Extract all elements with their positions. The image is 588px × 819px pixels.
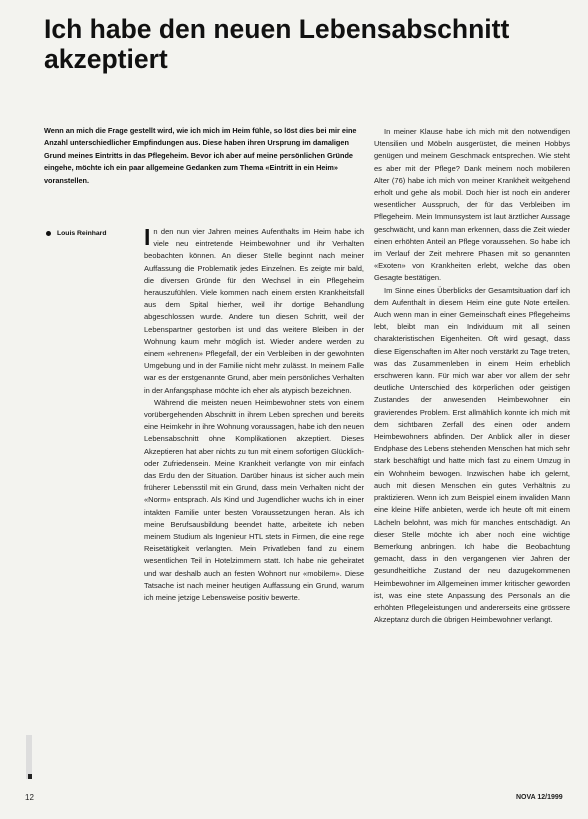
bullet-icon: [46, 231, 51, 236]
article-title: Ich habe den neuen Lebensabschnitt akzeptiert: [44, 14, 510, 74]
author-byline: [46, 230, 106, 237]
paragraph: [144, 226, 364, 397]
page-number: 12: [25, 793, 34, 802]
drop-cap: I: [144, 224, 151, 250]
magazine-footer: NOVA 12/1999: [516, 794, 563, 801]
article-column-middle: [144, 226, 364, 604]
paragraph: Während die meisten neuen Heimbewohner stets von einem vorübergehenden Abschnitt in ihrem Leben sprechen und bereits eine Heimkehr in ihre Wohnung voraussagen, habe ich den neuen Lebensabschnitt ohne Komplikationen akzeptiert. Dieses Akzeptieren hat aber nichts zu tun mit einem sofortigen Glücklich- oder Zufriedensein. Meine Krankheit verlangte von mir einfach das Erdu den der Situation. Darüber hinaus ist sicher auch mein früherer Lebensstil mit ein Grund, dass mein Verhalten nicht der «Norm» entsprach. Als Kind und Jugendlicher wuchs ich in einer intakten Familie unter besten Voraussetzungen heran. Als ich meine Berufsausbildung beendet hatte, arbeitete ich neben meinem Studium als Ingenieur HTL stets in Firmen, die eine rege Reisetätigkeit verlangten. Mein Privatleben fand zu einem wesentlichen Teil in Hotelzimmern statt. Ich habe nie geheiratet und war deshalb auch an festen Wohnort nur «mobilem». Diese Tatsache ist nach meiner heutigen Auffassung ein Grund, warum ich meine jetzige Lebensweise positiv bewerte.: [144, 397, 365, 603]
article-column-right: [374, 126, 570, 626]
paragraph: Im Sinne eines Überblicks der Gesamtsituation darf ich dem Aufenthalt in diesem Heim eine gute Note erteilen. Auch wenn man in einer Gemeinschaft eines Pflegeheims lebt, bleibt man ein Individuum mit all seinen charakteristischen Eigenheiten. Oft wird gesagt, dass diese Eigenschaften im Alter noch verstärkt zu Tage treten, was das Zusammenleben in einem Heim erheblich erschweren kann. Für mich war aber vor allem der sehr deutliche Unterschied des körperlichen oder geistigen Zustandes der anwesenden Heimbewohner ein gravierendes Problem. Erst allmählich konnte ich mich mit dem sichtbaren Zerfall des einen oder andern Heimbewohners abfinden. Der Anblick aller in dieser Endphase des Lebens stehenden Menschen hat mich sehr stark beschäftigt und hatte mich fast zu einem Umzug in ein Wohnheim bewogen. Inzwischen habe ich gelernt, auch mit diesen Menschen ein gutes Verhältnis zu praktizieren. Wenn ich zum Beispiel einem invaliden Mann eine kleine Hilfe anbieten, werde ich heute oft mit einem Lächeln belohnt, was mich für manches entschädigt. An dieser Stelle möchte ich aber noch eine wichtige Bemerkung anbringen. Ich habe die Beobachtung gemacht, dass in den vergangenen vier Jahren der gesundheitliche Zustand der neu dazugekommenen Heimbewohner im Allgemeinen immer kritischer geworden ist, was eine stete Anpassung des Personals an die erhöhten Pflegeleistungen und andererseits eine grössere Akzeptanz durch die übrigen Heimbewohner verlangt.: [374, 285, 570, 625]
paragraph-text: n den nun vier Jahren meines Aufenthalts im Heim habe ich viele neu eintretende Heimbewohner und ihr Verhalten beobachten können. An dieser Stelle beginnt nach meiner Auffassung die Problematik jedes Einzelnen. Es zeigte mir bald, die diversen Gründe für den Wechsel in ein Pflegeheim herauszufühlen. Viele kommen nach einem ersten Krankheitsfall aus dem Spital hierher, weil ihr dortige Behandlung abgeschlossen wurde. Andere tun diesen Schritt, weil der Lebenspartner gestorben ist und das weitere Bleiben in der Wohnung kaum mehr möglich ist. Wieder andere werden zu einem «ehrenen» Pflegefall, der ein Verbleiben in der gewohnten Umgebung und in der Familie nicht mehr zulässt. In meinem Falle war es der erstgenannte Grund, aber mein persönliches Verhalten in der Anfangsphase möchte ich eher als atypisch bezeichnen.: [144, 227, 364, 395]
article-lead: Wenn an mich die Frage gestellt wird, wie ich mich im Heim fühle, so löst dies bei mir eine Anzahl unterschiedlicher Empfindungen aus. Diese haben ihren Ursprung im damaligen Grund meines Eintritts in das Pflegeheim. Bevor ich aber auf meine persönlichen Gründe eingehe, möchte ich ein paar allgemeine Gedanken zum Thema «Eintritt in ein Heim» voranstellen.: [44, 126, 357, 185]
print-mark-icon: [28, 774, 32, 779]
author-name: Louis Reinhard: [57, 230, 107, 237]
paragraph: In meiner Klause habe ich mich mit den notwendigen Utensilien und Möbeln ausgerüstet, die meinen Hobbys genügen und meinem Geschmack entsprechen. Wie steht es aber mit der Pflege? Dank meinem noch mobileren Alter (76) habe ich mich von meiner Krankheit weitgehend erholt und gehe als mobil. Doch hier ist noch ein anderer wesentlicher Ausspruch, der für das Verbleiben im Pflegeheim. Mein Immunsystem ist laut ärztlicher Aussage geschwächt, und kann man erkennen, dass die Zeit wieder einen erhöhten Anteil an Pflege voraussehen. So habe ich im Verlauf der Zeit mehrere Phasen mit so genannten «Exoten» von Krankheiten erlebt, welche das oben Gesagte bestätigen.: [374, 127, 570, 283]
margin-shade: [26, 735, 32, 779]
